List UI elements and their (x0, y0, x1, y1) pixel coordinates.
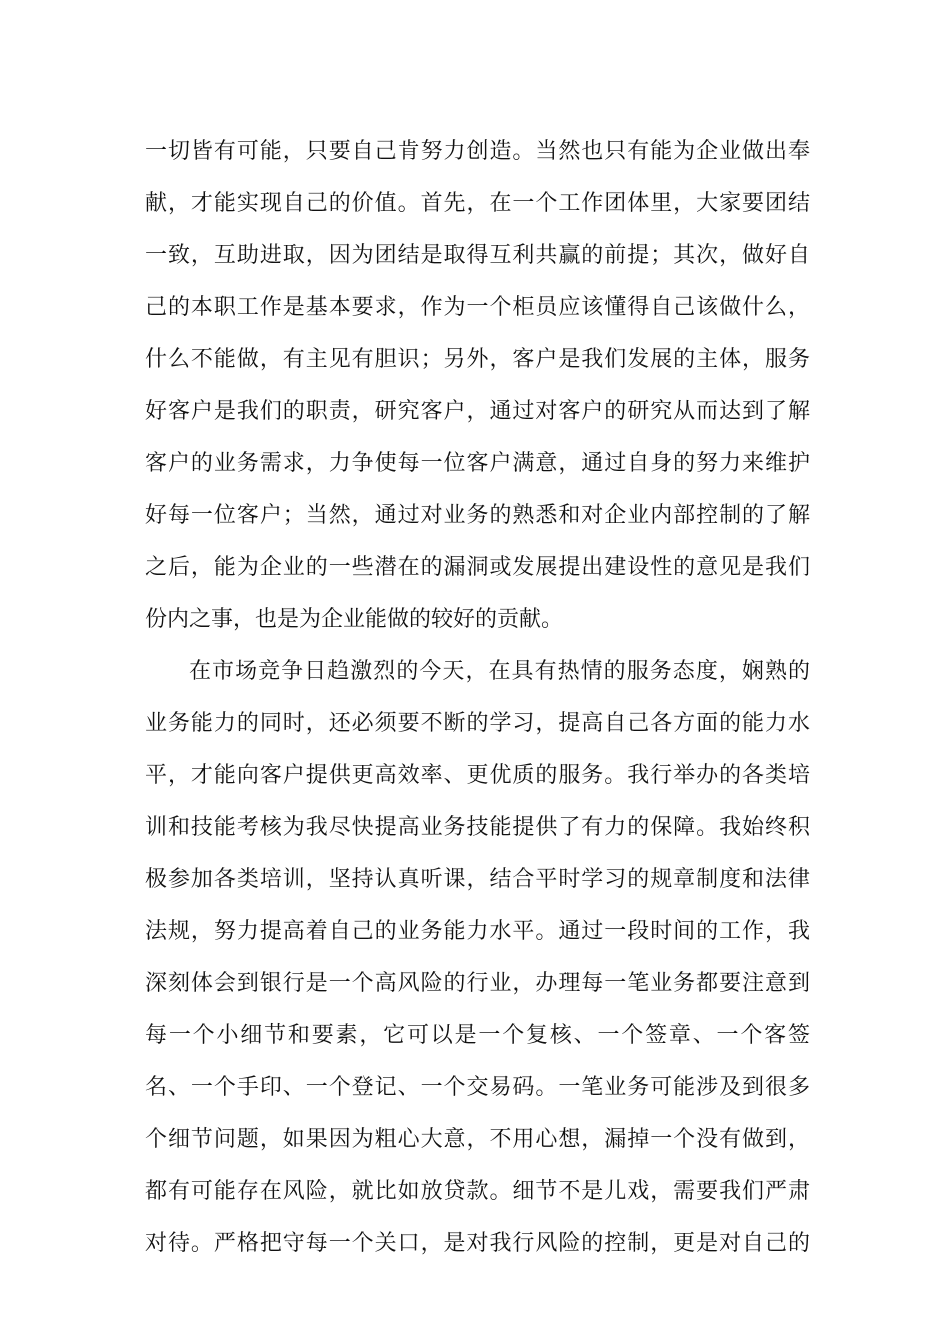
text-line: 极参加各类培训，坚持认真听课，结合平时学习的规章制度和法律 (145, 867, 810, 892)
text-line: 己的本职工作是基本要求，作为一个柜员应该懂得自己该做什么， (145, 295, 810, 320)
text-line: 一致，互助进取，因为团结是取得互利共赢的前提；其次，做好自 (145, 243, 810, 268)
paragraph-2 (145, 646, 810, 1270)
text-line: 一切皆有可能，只要自己肯努力创造。当然也只有能为企业做出奉 (145, 139, 810, 164)
text-line: 业务能力的同时，还必须要不断的学习，提高自己各方面的能力水 (145, 711, 810, 736)
text-line: 名、一个手印、一个登记、一个交易码。一笔业务可能涉及到很多 (145, 1075, 810, 1100)
text-line: 对待。严格把守每一个关口，是对我行风险的控制，更是对自己的 (145, 1231, 810, 1256)
text-line: 都有可能存在风险，就比如放贷款。细节不是儿戏，需要我们严肃 (145, 1179, 810, 1204)
text-line: 份内之事，也是为企业能做的较好的贡献。 (145, 607, 564, 632)
text-line: 法规，努力提高着自己的业务能力水平。通过一段时间的工作，我 (145, 919, 810, 944)
text-line: 客户的业务需求，力争使每一位客户满意，通过自身的努力来维护 (145, 451, 810, 476)
text-line: 深刻体会到银行是一个高风险的行业，办理每一笔业务都要注意到 (145, 971, 810, 996)
text-line: 每一个小细节和要素，它可以是一个复核、一个签章、一个客签 (145, 1023, 810, 1048)
text-line: 什么不能做，有主见有胆识；另外，客户是我们发展的主体，服务 (145, 347, 810, 372)
text-line: 平，才能向客户提供更高效率、更优质的服务。我行举办的各类培 (145, 763, 810, 788)
text-line: 训和技能考核为我尽快提高业务技能提供了有力的保障。我始终积 (145, 815, 810, 840)
text-line: 献，才能实现自己的价值。首先，在一个工作团体里，大家要团结 (145, 191, 810, 216)
text-line: 个细节问题，如果因为粗心大意，不用心想，漏掉一个没有做到， (145, 1127, 810, 1152)
text-line: 之后，能为企业的一些潜在的漏洞或发展提出建设性的意见是我们 (145, 555, 810, 580)
body-text (145, 126, 810, 1270)
paragraph-1 (145, 126, 810, 646)
text-line: 好客户是我们的职责，研究客户，通过对客户的研究从而达到了解 (145, 399, 810, 424)
text-line: 在市场竞争日趋激烈的今天，在具有热情的服务态度，娴熟的 (189, 659, 810, 684)
text-line: 好每一位客户；当然，通过对业务的熟悉和对企业内部控制的了解 (145, 503, 810, 528)
